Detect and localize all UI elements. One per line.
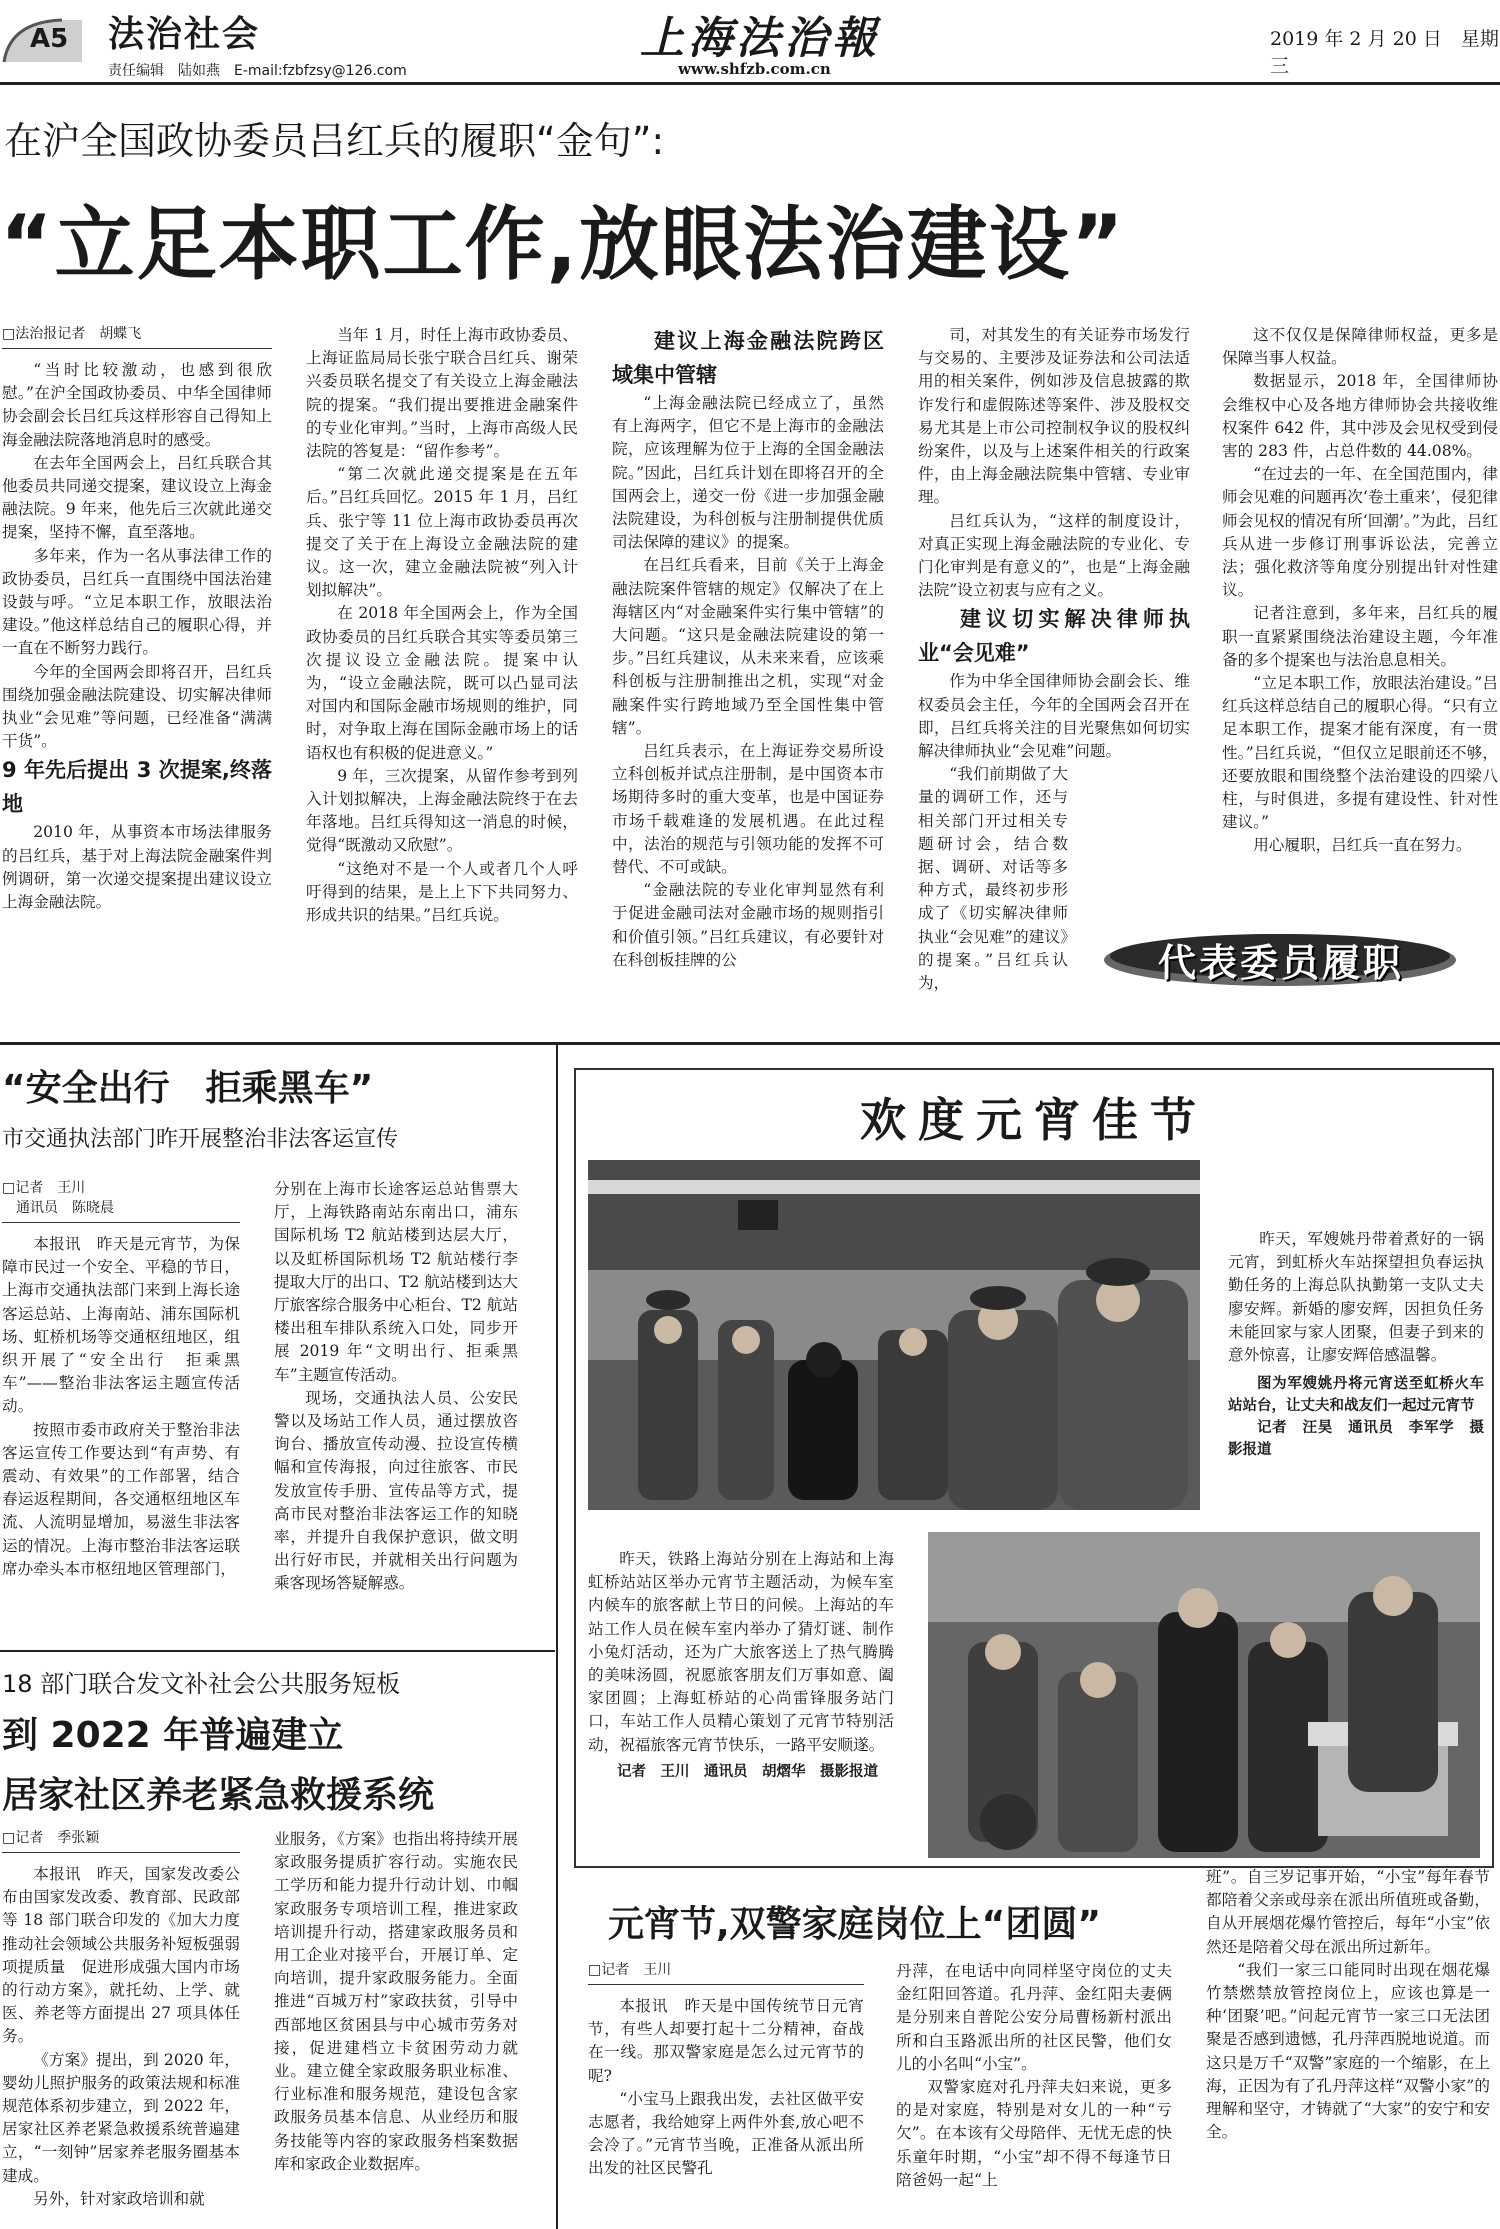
issue-date: 2019 年 2 月 20 日 星期三 — [1270, 28, 1499, 77]
masthead-rule — [0, 82, 1500, 85]
story2-column-2 — [274, 1178, 518, 1638]
lead-column-3 — [612, 324, 884, 1024]
paragraph: “金融法院的专业化审判显然有利于促进金融司法对金融市场的规则指引和价值引领。”吕红兵建议，有必要针对在科创板挂牌的公 — [612, 881, 884, 969]
paragraph: 作为中华全国律师协会副会长、维权委员会主任，今年的全国两会召开在即，吕红兵将关注的目光聚焦如何切实解决律师执业“会见难”问题。 — [918, 672, 1190, 761]
paragraph: “立足本职工作，放眼法治建设。”吕红兵这样总结自己的履职心得。“只有立足本职工作，提案才能有深度，有一贯性。”吕红兵说，“但仅立足眼前还不够，还要放眼和围绕整个法治建设的四梁八柱，与时俱进，多提有建设性、针对性建议。” — [1222, 674, 1498, 832]
story3-column-2 — [274, 1828, 518, 2226]
photo-illustration — [928, 1532, 1480, 1858]
paragraph: 多年来，作为一名从事法律工作的政协委员，吕红兵一直围绕中国法治建设鼓与呼。“立足本职工作，放眼法治建设。”他这样总结自己的履职心得，并一直在不断努力践行。 — [2, 546, 272, 658]
paragraph: 业服务，《方案》也指出将持续开展家政服务提质扩容行动。实施农民工学历和能力提升行动计划、巾帼家政服务专项培训工程，推进家政培训提升行动，搭建家政服务员和用工企业对接平台，开展订单、定向培训，提升家政服务能力。全面推进“百城万村”家政扶贫，引导中西部地区贫困县与中心城市劳务对接，促进建档立卡贫困劳动力就业。建立健全家政服务职业标准、行业标准和服务规范，建设包含家政服务员基本信息、从业经历和服务技能等内容的家政服务档案数据库和家政企业数据库。 — [274, 1830, 518, 2173]
story4-headline: 元宵节,双警家庭岗位上“团圆” — [608, 1904, 1101, 1945]
column-badge-label: 代表委员履职 — [1158, 941, 1405, 985]
story3-headline: 到 2022 年普遍建立 居家社区养老紧急救援系统 — [2, 1715, 435, 1816]
feature-side-text — [1228, 1228, 1484, 1498]
paragraph: 司，对其发生的有关证券市场发行与交易的、主要涉及证券法和公司法适用的相关案件，例如涉及信息披露的欺诈发行和虚假陈述等案件、涉及股权交易尤其是上市公司控制权争议的股权纠纷案件，以及与上述案件相关的行政案件，由上海金融法院集中管辖、专业审理。 — [918, 326, 1190, 507]
story2-subhead: 市交通执法部门昨开展整治非法客运宣传 — [2, 1127, 399, 1152]
lead-byline: □法治报记者 胡蝶飞 — [2, 324, 272, 349]
story4-column-3 — [1206, 1866, 1490, 2226]
paragraph: 9 年，三次提案，从留作参考到列入计划拟解决，上海金融法院终于在去年落地。吕红兵得知这一消息的时候，觉得“既激动又欣慰”。 — [306, 766, 578, 855]
paragraph: 记者注意到，多年来，吕红兵的履职一直紧紧围绕法治建设主题，今年准备的多个提案也与法治息息相关。 — [1222, 604, 1498, 669]
feature-side-credit: 记者 汪昊 通讯员 李军学 摄影报道 — [1228, 1420, 1484, 1459]
paragraph: 昨天，军嫂姚丹带着煮好的一锅元宵，到虹桥火车站探望担负春运执勤任务的上海总队执勤第一支队丈夫廖安辉。新婚的廖安辉，因担负任务未能回家与家人团聚，但妻子到来的意外惊喜，让廖安辉倍感温馨。 — [1228, 1230, 1484, 1365]
paragraph: 昨天，铁路上海站分别在上海站和上海虹桥站站区举办元宵节主题活动，为候车室内候车的旅客献上节日的问候。上海站的车站工作人员在候车室内举办了猜灯谜、制作小兔灯活动，还为广大旅客送上了热气腾腾的美味汤圆，祝愿旅客朋友们万事如意、阖家团圆；上海虹桥站的心尚雷锋服务站门口，车站工作人员精心策划了元宵节特别活动，祝福旅客元宵节快乐，一路平安顺遂。 — [588, 1550, 894, 1754]
paragraph: 在去年全国两会上，吕红兵联合其他委员共同递交提案，建议设立上海金融法院。9 年来，他先后三次就此递交提案，坚持不懈，直至落地。 — [2, 453, 272, 542]
lead-bottom-rule — [0, 1042, 1500, 1045]
paragraph: 双警家庭对孔丹萍夫妇来说，更多的是对家庭，特别是对女儿的一种“亏欠”。在本该有父母陪伴、无忧无虑的快乐童年时期，“小宝”却不得不每逢节日陪爸妈一起“上 — [896, 2078, 1172, 2189]
lead-subhead-2: 建议上海金融法院跨区域集中管辖 — [612, 329, 884, 387]
story3-byline: □记者 季张颖 — [2, 1828, 240, 1853]
paragraph: 在 2018 年全国两会上，作为全国政协委员的吕红兵联合其实等委员第三次提议设立金融法院。提案中认为，“设立金融法院，既可以凸显司法对国内和国际金融市场规则的维护，同时，对争取上海在国际金融市场上的话语权也有积极的促进意义。” — [306, 604, 578, 762]
photo-illustration — [588, 1160, 1200, 1510]
paragraph: 吕红兵表示，在上海证券交易所设立科创板并试点注册制，是中国资本市场期待多时的重大变革，也是中国证券市场千载难逢的发展机遇。在此过程中，法治的规范与引领功能的发挥不可替代、不可或缺。 — [612, 742, 884, 877]
paragraph: 2010 年，从事资本市场法律服务的吕红兵，基于对上海法院金融案件判例调研，第一次递交提案提出建议设立上海金融法院。 — [2, 823, 272, 912]
paragraph: 今年的全国两会即将召开，吕红兵围绕加强金融法院建设、切实解决律师执业“会见难”等问题，已经准备“满满干货”。 — [2, 662, 272, 751]
feature-left-text — [588, 1548, 894, 1868]
paragraph: 本报讯 昨天，国家发改委公布由国家发改委、教育部、民政部等 18 部门联合印发的《加大力度推动社会领域公共服务补短板强弱项提质量 促进形成强大国内市场的行动方案》，就托幼、上学、就医、养老等方面提出 27 项具体任务。 — [2, 1865, 240, 2046]
feature-side-caption: 图为军嫂姚丹将元宵送至虹桥火车站站台，让丈夫和战友们一起过元宵节 — [1228, 1376, 1484, 1415]
column-badge — [1100, 920, 1460, 990]
editor-line: 责任编辑 陆如燕 E-mail:fzbfzsy@126.com — [108, 63, 407, 79]
lead-subhead-3: 建议切实解决律师执业“会见难” — [918, 607, 1190, 666]
paragraph: “上海金融法院已经成立了，虽然有上海两字，但它不是上海市的金融法院，应该理解为位于上海的全国金融法院。”因此，吕红兵计划在即将召开的全国两会上，递交一份《进一步加强金融法院建设，为科创板与注册制提供优质司法保障的建议》的提案。 — [612, 394, 884, 552]
paragraph: “我们一家三口能同时出现在烟花爆竹禁燃禁放管控岗位上，应该也算是一种‘团聚’吧。”问起元宵节一家三口无法团聚是否感到遗憾，孔丹萍西脱地说道。而这只是万千“双警”家庭的一个缩影，在上海，正因为有了孔丹萍这样“双警小家”的理解和坚守，才铸就了“大家”的安宁和安全。 — [1206, 1960, 1490, 2142]
lead-subhead-1: 9 年先后提出 3 次提案,终落地 — [2, 758, 272, 817]
paragraph: “在过去的一年、在全国范围内，律师会见难的问题再次‘卷土重来’，侵犯律师会见权的情况有所‘回潮’。”为此，吕红兵从进一步修订刑事诉讼法，完善立法；强化救济等角度分别提出针对性建议。 — [1222, 465, 1498, 600]
paper-name: 上海法治報 — [640, 13, 880, 64]
paragraph: 《方案》提出，到 2020 年，婴幼儿照护服务的政策法规和标准规范体系初步建立，到 2022 年，居家社区养老紧急救援系统普遍建立，“一刻钟”居家养老服务圈基本建成。 — [2, 2050, 240, 2185]
paper-url[interactable]: www.shfzb.com.cn — [678, 60, 831, 78]
paragraph: 吕红兵认为，“这样的制度设计，对真正实现上海金融法院的专业化、专门化审判是有意义的”，也是“上海金融法院”设立初衷与应有之义。 — [918, 511, 1190, 600]
story4-column-2 — [896, 1960, 1172, 2226]
station-photo-volunteers — [928, 1532, 1480, 1858]
paragraph: 另外，针对家政培训和就 — [33, 2189, 205, 2208]
story3-kicker: 18 部门联合发文补社会公共服务短板 — [2, 1670, 401, 1698]
lead-column-4 — [918, 324, 1190, 1024]
paragraph: 数据显示，2018 年，全国律师协会维权中心及各地方律师协会共接收维权案件 642 件，其中涉及会见权受到侵害的 283 件，占总件数的 44.08%。 — [1222, 372, 1498, 461]
story2-headline: “安全出行 拒乘黑车” — [2, 1068, 374, 1109]
lead-column-5 — [1222, 324, 1498, 924]
story3-divider — [556, 1042, 558, 2229]
paragraph: “我们前期做了大量的调研工作，还与相关部门开过相关专题研讨会，结合数据、调研、对话等多种方式，最终初步形成了《切实解决律师执业“会见难”的建议》的提案。”吕红兵认为， — [918, 765, 1068, 993]
page-number: A5 — [30, 24, 69, 54]
paragraph: “当时比较激动，也感到很欣慰。”在沪全国政协委员、中华全国律师协会副会长吕红兵这样形容自己得知上海金融法院落地消息时的感受。 — [2, 361, 272, 449]
paragraph: 在吕红兵看来，目前《关于上海金融法院案件管辖的规定》仅解决了在上海辖区内“对金融案件实行集中管辖”的大问题。“这只是金融法院建设的第一步。”吕红兵建议，从未来来看，应该乘科创板与注册制推出之机，实现“对金融案件实行跨地域乃至全国性集中管辖”。 — [612, 556, 884, 737]
section-title: 法治社会 — [108, 14, 261, 55]
paragraph: 按照市委市政府关于整治非法客运宣传工作要达到“有声势、有震动、有效果”的工作部署，结合春运返程期间，各交通枢纽地区车流、人流明显增加，易滋生非法客运的情况。上海市整治非法客运联席办牵头本市枢纽地区管理部门， — [2, 1420, 240, 1578]
paragraph: 这不仅仅是保障律师权益，更多是保障当事人权益。 — [1222, 326, 1498, 368]
paragraph: “第二次就此递交提案是在五年后。”吕红兵回忆。2015 年 1 月，吕红兵、张宁等 11 位上海市政协委员再次提交了关于在上海设立金融法院的建议。这一次，建立金融法院被“列入计划拟解决”。 — [306, 465, 578, 600]
lead-headline: “立足本职工作,放眼法治建设” — [0, 198, 1126, 291]
paragraph: “这绝对不是一个人或者几个人呼吁得到的结果，是上上下下共同努力、形成共识的结果。”吕红兵说。 — [306, 859, 578, 925]
station-photo-soldiers — [588, 1160, 1200, 1510]
feature-left-credit: 记者 王川 通讯员 胡熠华 摄影报道 — [617, 1763, 878, 1780]
lead-column-1 — [2, 324, 272, 1024]
paragraph: “小宝马上跟我出发，去社区做平安志愿者，我给她穿上两件外套,放心吧不会冷了。”元宵节当晚，正准备从派出所出发的社区民警孔 — [588, 2089, 864, 2178]
paragraph: 现场，交通执法人员、公安民警以及场站工作人员，通过摆放咨询台、播放宣传动漫、拉设宣传横幅和宣传海报，向过往旅客、市民发放宣传手册、宣传品等方式，提高市民对整治非法客运工作的知晓率，并提升自我保护意识，做文明出行好市民，并就相关出行问题为乘客现场答疑解惑。 — [274, 1388, 518, 1593]
paragraph: 本报讯 昨天是中国传统节日元宵节，有些人却要打起十二分精神，奋战在一线。那双警家庭是怎么过元宵节的呢? — [588, 1997, 864, 2085]
story2-column-1 — [2, 1178, 240, 1638]
paragraph: 用心履职，吕红兵一直在努力。 — [1253, 836, 1472, 855]
page-number-badge — [2, 16, 84, 64]
story4-column-1 — [588, 1960, 864, 2226]
paragraph: 本报讯 昨天是元宵节，为保障市民过一个安全、平稳的节日，上海市交通执法部门来到上海长途客运总站、上海南站、浦东国际机场、虹桥机场等交通枢纽地区，组织开展了“安全出行 拒乘黑车”——整治非法客运主题宣传活动。 — [2, 1235, 240, 1416]
feature-title: 欢度元宵佳节 — [860, 1093, 1208, 1147]
story4-byline: □记者 王川 — [588, 1960, 864, 1985]
story2-bottom-rule — [0, 1650, 555, 1652]
story3-column-1 — [2, 1828, 240, 2226]
lead-kicker: 在沪全国政协委员吕红兵的履职“金句”: — [4, 119, 665, 163]
paragraph: 当年 1 月，时任上海市政协委员、上海证监局局长张宁联合吕红兵、谢荣兴委员联名提交了有关设立上海金融法院的提案。“我们提出要推进金融案件的专业化审判。”当时，上海市高级人民法院的答复是：“留作参考”。 — [306, 326, 578, 461]
paragraph: 丹萍，在电话中向同样坚守岗位的丈夫金红阳回答道。孔丹萍、金红阳夫妻俩是分别来自普陀公安分局曹杨新村派出所和白玉路派出所的社区民警，他们女儿的小名叫“小宝”。 — [896, 1962, 1172, 2073]
paragraph: 分别在上海市长途客运总站售票大厅，上海铁路南站东南出口，浦东国际机场 T2 航站楼到达层大厅，以及虹桥国际机场 T2 航站楼行李提取大厅的出口、T2 航站楼到达大厅旅客综合服务中心柜台、T2 航站楼出租车排队系统入口处，同步开展 2019 年“文明出行、拒乘黑车”主题宣传活动。 — [274, 1180, 518, 1384]
story2-byline: □记者 王川 通讯员 陈晓晨 — [2, 1178, 240, 1223]
lead-column-2 — [306, 324, 578, 1024]
paragraph: 班”。自三岁记事开始，“小宝”每年春节都陪着父亲或母亲在派出所值班或备勤，自从开展烟花爆竹管控后，每年“小宝”依然还是陪着父母在派出所过新年。 — [1206, 1868, 1490, 1956]
